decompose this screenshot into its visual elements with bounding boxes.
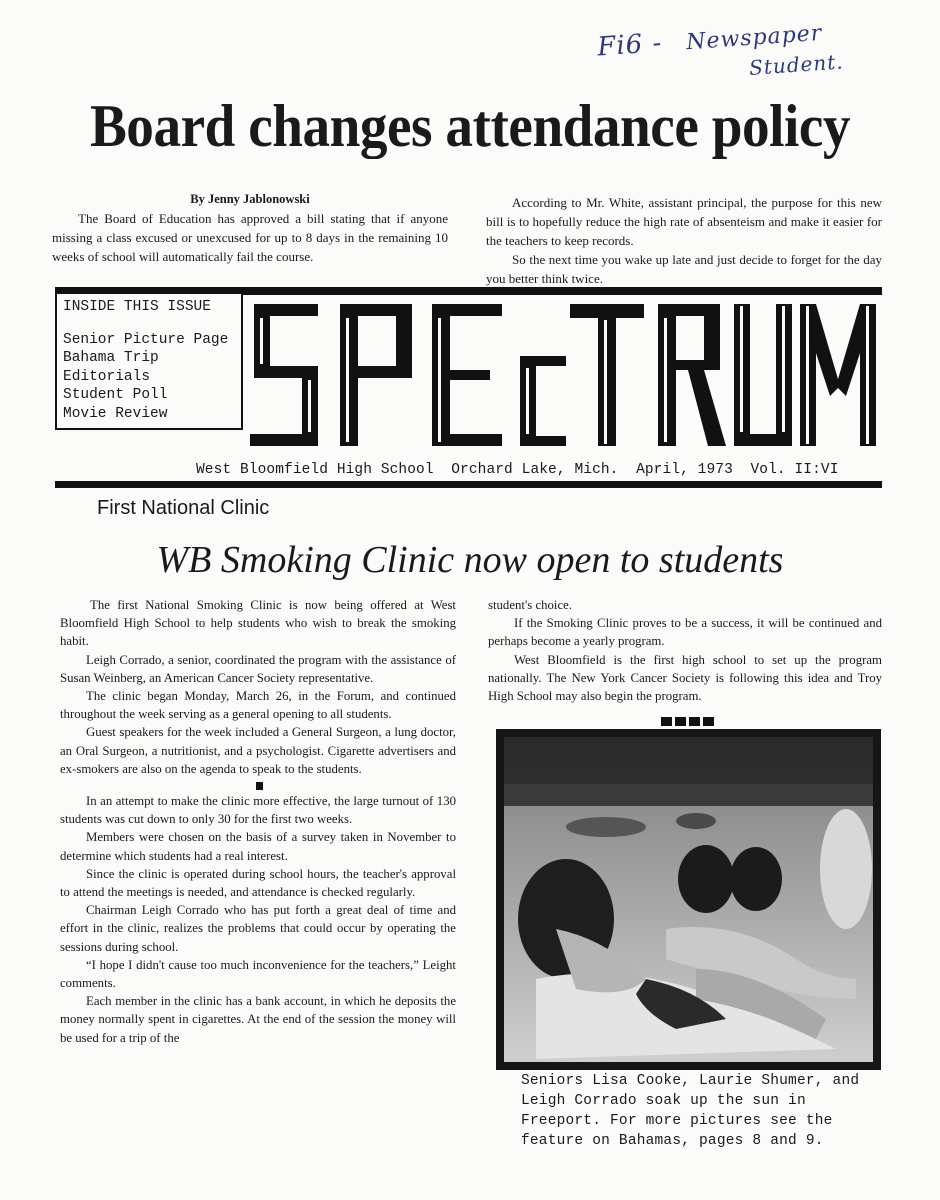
story2-paragraph: In an attempt to make the clinic more effective, the large turnout of 130 students was cut down to only 30 for the first two weeks.: [60, 794, 456, 827]
story2-paragraph: Each member in the clinic has a bank account, in which he deposits the money normally spent in cigarettes. At the end of the session the money will be used for a trip of the: [60, 994, 456, 1045]
inside-item: Editorials: [63, 368, 151, 385]
inside-this-issue-box: [55, 292, 243, 430]
end-mark: [675, 717, 686, 726]
end-mark: [703, 717, 714, 726]
separator-square: [256, 782, 263, 790]
main-headline: Board changes attendance policy: [89, 93, 851, 159]
spectrum-logo: [248, 296, 882, 454]
story2-headline: WB Smoking Clinic now open to students: [156, 539, 784, 581]
masthead-bottom-rule: [55, 481, 882, 488]
inside-title: INSIDE THIS ISSUE: [63, 299, 211, 315]
inside-item: Movie Review: [63, 405, 168, 422]
story1-paragraph: The Board of Education has approved a bill stating that if anyone missing a class excused or unexcused for up to 8 days in the remaining 10 weeks of school will automatically fail the course.: [52, 211, 448, 264]
spectrum-logo-art: [248, 296, 882, 454]
story2-paragraph: The clinic began Monday, March 26, in the Forum, and continued throughout the week serving as a general opening to all students.: [60, 689, 456, 722]
dateline: West Bloomfield High School Orchard Lake, Mich. April, 1973 Vol. II:VI: [196, 462, 839, 478]
story2-paragraph: Since the clinic is operated during school hours, the teacher's approval to attend the meetings is needed, and attendance is checked regularly.: [60, 866, 456, 900]
story2-paragraph: The first National Smoking Clinic is now being offered at West Bloomfield High School to help students who wish to break the smoking habit.: [60, 598, 456, 649]
story2-col1: [60, 596, 456, 1047]
beach-photo-image: [496, 729, 881, 1070]
inside-item: Senior Picture Page: [63, 331, 229, 348]
beach-photo: [496, 729, 881, 1070]
handwritten-note-line3: Student.: [748, 49, 845, 80]
story2-paragraph: “I hope I didn't cause too much inconvenience for the teachers,” Leight comments.: [60, 957, 456, 991]
byline: By Jenny Jablonowski: [190, 192, 310, 206]
story2-paragraph: Members were chosen on the basis of a survey taken in November to determine which students had a real interest.: [60, 830, 456, 863]
story1-paragraph: So the next time you wake up late and just decide to forget for the day you better think twice.: [486, 252, 882, 286]
story2-paragraph: West Bloomfield is the first high school to set up the program nationally. The New York Cancer Society is following this idea and Troy High School may also begin the program.: [488, 652, 882, 704]
story1-col1: [52, 190, 448, 266]
handwritten-note-line2: Newspaper: [685, 20, 824, 56]
photo-caption: Seniors Lisa Cooke, Laurie Shumer, and Leigh Corrado soak up the sun in Freeport. For more pictures see the feature on Bahamas, pages 8 and 9.: [521, 1073, 860, 1149]
section-kicker: First National Clinic: [97, 497, 270, 519]
story2-paragraph: If the Smoking Clinic proves to be a success, it will be continued and perhaps become a yearly program.: [488, 616, 882, 649]
story2-col2: [488, 596, 882, 705]
story2-paragraph: Leigh Corrado, a senior, coordinated the program with the assistance of Susan Weinberg, an American Cancer Society representative.: [60, 652, 456, 685]
handwritten-note: [596, 12, 899, 91]
story1-col2: [486, 193, 882, 288]
inside-item: Student Poll: [63, 387, 168, 403]
story2-paragraph: Chairman Leigh Corrado who has put forth a great deal of time and effort in the clinic, realizes the problems that could occur by operating the sessions during school.: [60, 903, 456, 954]
end-mark: [689, 717, 700, 726]
story2-paragraph: student's choice.: [488, 598, 573, 612]
handwritten-note-line1: Fi6 -: [596, 28, 664, 63]
story1-paragraph: According to Mr. White, assistant principal, the purpose for this new bill is to hopefully reduce the high rate of absenteism and make it easier for the teachers to keep records.: [486, 195, 882, 248]
story2-paragraph: Guest speakers for the week included a General Surgeon, a lung doctor, an Oral Surgeon, a nutritionist, and a psychologist. Cigarette advertisers and ex-smokers are also on the agenda to speak to the students.: [60, 725, 456, 776]
inside-item: Bahama Trip: [63, 350, 159, 366]
end-mark: [661, 717, 672, 726]
